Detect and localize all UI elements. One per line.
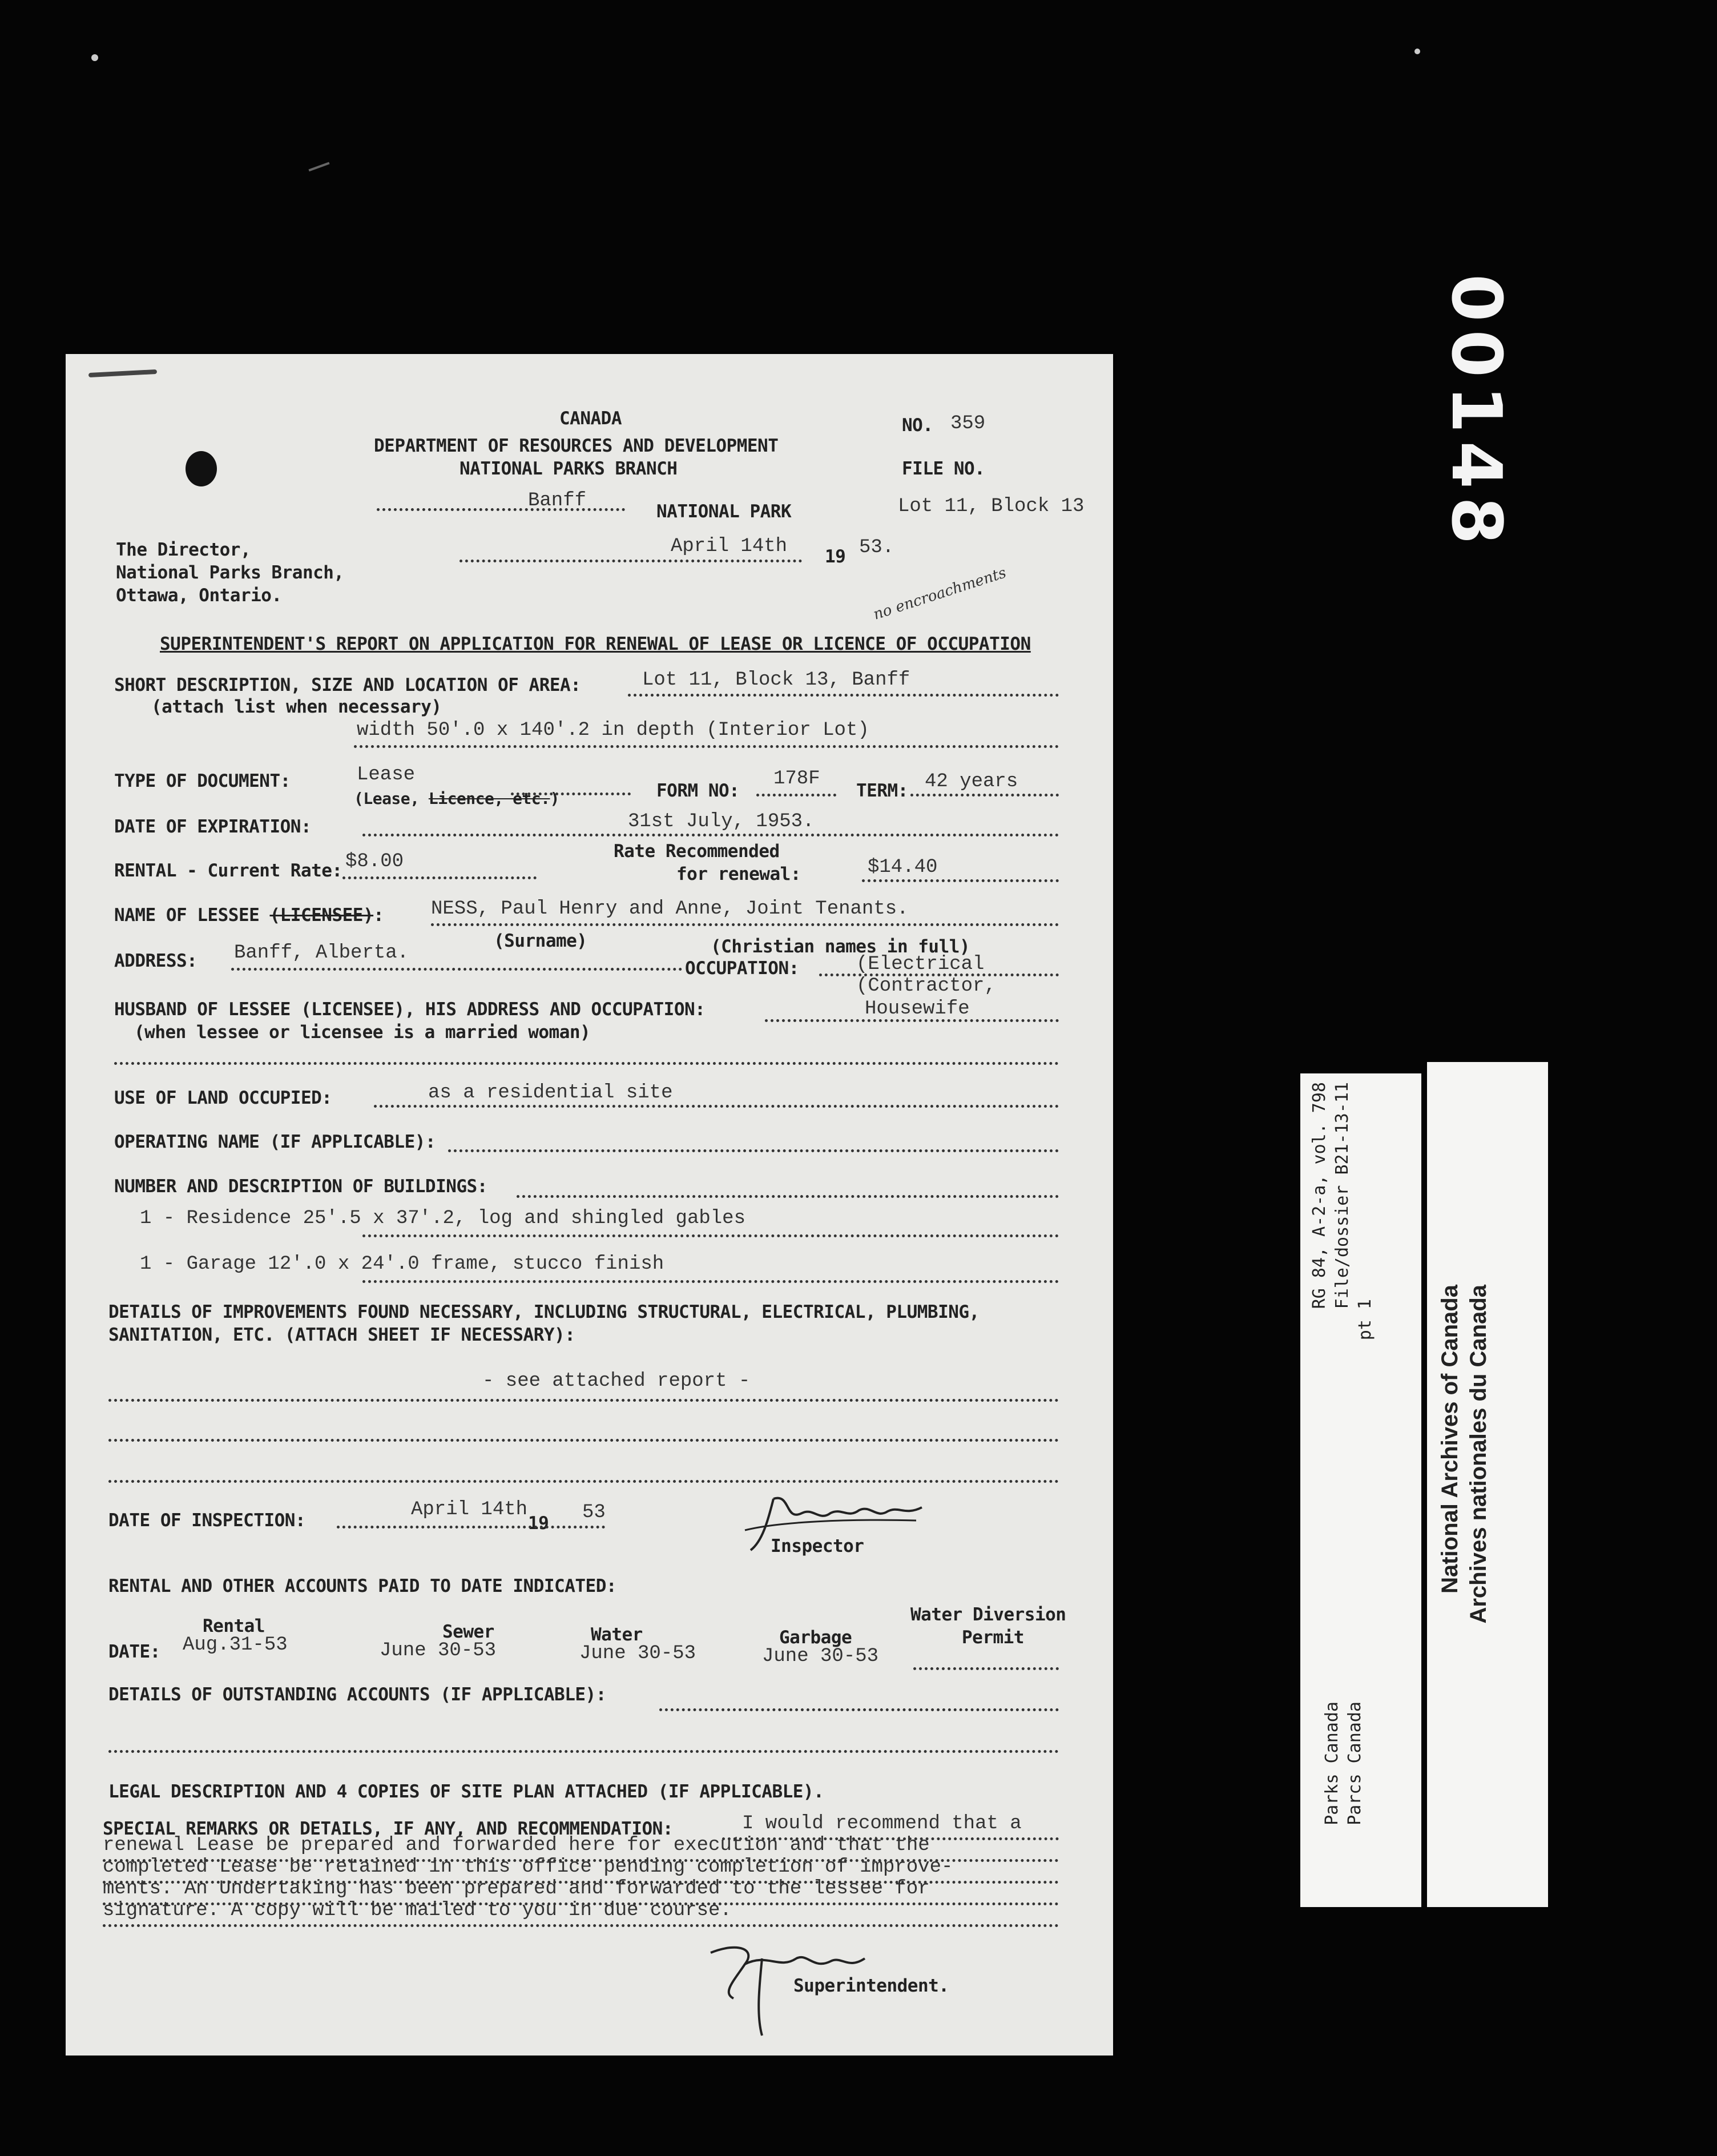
inspection-year-prefix: 19 [528,1513,549,1534]
type-of-document-value: Lease [357,764,416,786]
inspection-date-label: DATE OF INSPECTION: [108,1510,306,1531]
reel-number: 00148 [1436,274,1516,553]
file-no-label: FILE NO. [902,458,985,479]
report-year: 53. [859,537,894,558]
remarks-line-5: signature. A copy will be mailed to you in due course. [103,1900,732,1921]
rental-current-value: $8.00 [345,851,404,872]
expiration-label: DATE OF EXPIRATION: [114,816,312,837]
remarks-line-4: ments. An Undertaking has been prepared and forwarded to the lessee for [103,1878,930,1900]
term-label: TERM: [856,781,908,801]
form-no-label: FORM NO: [656,781,740,801]
occupation-value-3: Housewife [865,998,970,1020]
header-branch: NATIONAL PARKS BRANCH [460,458,678,479]
ink-blot [186,451,217,486]
addressee-line-2: National Parks Branch, [116,562,344,583]
lessee-name-label: NAME OF LESSEE (LICENSEE): [114,905,384,926]
improvements-value: - see attached report - [482,1370,751,1392]
inspection-date-value: April 14th [411,1499,528,1521]
type-of-document-label: TYPE OF DOCUMENT: [114,771,291,791]
remarks-line-1: I would recommend that a [742,1813,1022,1835]
land-use-label: USE OF LAND OCCUPIED: [114,1088,332,1108]
rate-recommended-label: Rate Recommended [614,841,780,862]
paid-garbage: June 30-53 [762,1646,879,1667]
inspector-label: Inspector [771,1536,864,1556]
land-use-value: as a residential site [428,1082,673,1104]
col-rental-header: Rental [203,1616,265,1636]
paid-rental: Aug.31-53 [183,1634,288,1656]
label-institution-en: National Archives of Canada [1437,1285,1462,1594]
film-speck [91,54,98,61]
short-description-value: Lot 11, Block 13, Banff [642,669,910,691]
remarks-line-2: renewal Lease be prepared and forwarded here for execution and that the [103,1835,930,1856]
report-year-prefix: 19 [825,546,846,567]
file-no-number: 359 [950,413,986,435]
improvements-label-2: SANITATION, ETC. (ATTACH SHEET IF NECESSARY): [108,1325,575,1345]
corner-mark [88,369,157,377]
label-parks-canada: Parks Canada [1322,1702,1342,1825]
col-water-header: Water [591,1624,643,1645]
film-speck [1414,49,1420,54]
addressee-line-3: Ottawa, Ontario. [116,585,282,606]
attach-note: (attach list when necessary) [151,697,442,717]
header-country: CANADA [559,408,622,429]
rental-current-label: RENTAL - Current Rate: [114,860,342,881]
term-value: 42 years [925,771,1018,793]
report-title: SUPERINTENDENT'S REPORT ON APPLICATION FOR RENEWAL OF LEASE OR LICENCE OF OCCUPATION [160,634,1031,654]
accounts-date-label: DATE: [108,1642,160,1662]
addressee-line-1: The Director, [116,540,251,560]
occupation-label: OCCUPATION: [685,958,799,979]
label-parcs-canada: Parcs Canada [1345,1702,1365,1825]
outstanding-label: DETAILS OF OUTSTANDING ACCOUNTS (IF APPLICABLE): [108,1684,606,1705]
label-reference-volume: RG 84, A-2-a, vol. 798 [1309,1082,1329,1309]
label-reference-part: pt 1 [1355,1299,1375,1341]
col-garbage-header: Garbage [779,1627,852,1648]
label-institution-fr: Archives nationales du Canada [1466,1285,1491,1624]
file-no-number-label: NO. [902,415,933,436]
operating-name-label: OPERATING NAME (IF APPLICABLE): [114,1132,436,1152]
paid-sewer: June 30-53 [380,1640,497,1662]
park-name: Banff [528,490,587,512]
improvements-label-1: DETAILS OF IMPROVEMENTS FOUND NECESSARY, INCLUDING STRUCTURAL, ELECTRICAL, PLUMBING, [108,1302,980,1322]
remarks-label: SPECIAL REMARKS OR DETAILS, IF ANY, AND RECOMMENDATION: [103,1819,673,1839]
accounts-label: RENTAL AND OTHER ACCOUNTS PAID TO DATE INDICATED: [108,1576,617,1596]
short-description-label: SHORT DESCRIPTION, SIZE AND LOCATION OF AREA: [114,675,581,695]
remarks-line-3: completed Lease be retained in this office pending completion of improve- [103,1856,953,1878]
superintendent-label: Superintendent. [793,1976,949,1996]
label-reference-file: File/dossier B21-13-11 [1332,1082,1352,1309]
inspection-year: 53 [582,1502,606,1523]
paid-water: June 30-53 [579,1643,696,1664]
address-value: Banff, Alberta. [234,942,409,964]
scratch-mark [308,162,329,172]
col-sewer-header: Sewer [442,1622,494,1642]
col-diversion-header-1: Water Diversion [910,1604,1066,1625]
building-1: 1 - Residence 25'.5 x 37'.2, log and shingled gables [140,1208,745,1229]
expiration-value: 31st July, 1953. [628,811,815,832]
buildings-label: NUMBER AND DESCRIPTION OF BUILDINGS: [114,1176,487,1197]
address-label: ADDRESS: [114,951,198,971]
occupation-value-1: (Electrical [856,954,985,975]
form-no-value: 178F [773,768,820,790]
lease-renewal-form [66,354,1113,2056]
husband-note: (when lessee or licensee is a married woman) [134,1022,591,1043]
husband-label: HUSBAND OF LESSEE (LICENSEE), HIS ADDRESS AND OCCUPATION: [114,999,706,1020]
lessee-name-value: NESS, Paul Henry and Anne, Joint Tenants. [431,898,909,920]
area-size-value: width 50'.0 x 140'.2 in depth (Interior Lot) [357,719,869,741]
park-suffix: NATIONAL PARK [656,501,792,522]
type-of-document-hint: (Lease, Licence, etc.) [354,789,559,808]
col-diversion-header-2: Permit [962,1627,1024,1648]
header-department: DEPARTMENT OF RESOURCES AND DEVELOPMENT [374,436,779,456]
legal-description-label: LEGAL DESCRIPTION AND 4 COPIES OF SITE PLAN ATTACHED (IF APPLICABLE). [108,1781,824,1802]
rate-recommended-value: $14.40 [868,856,938,878]
report-date: April 14th [671,536,788,557]
margin-handwritten-note: no encroachments [871,564,1009,624]
surname-hint: (Surname) [494,931,587,951]
file-no-value: Lot 11, Block 13 [898,496,1085,517]
occupation-value-2: (Contractor, [856,975,996,997]
rate-renewal-label: for renewal: [676,864,801,884]
christian-names-hint: (Christian names in full) [711,936,970,957]
building-2: 1 - Garage 12'.0 x 24'.0 frame, stucco finish [140,1253,664,1275]
